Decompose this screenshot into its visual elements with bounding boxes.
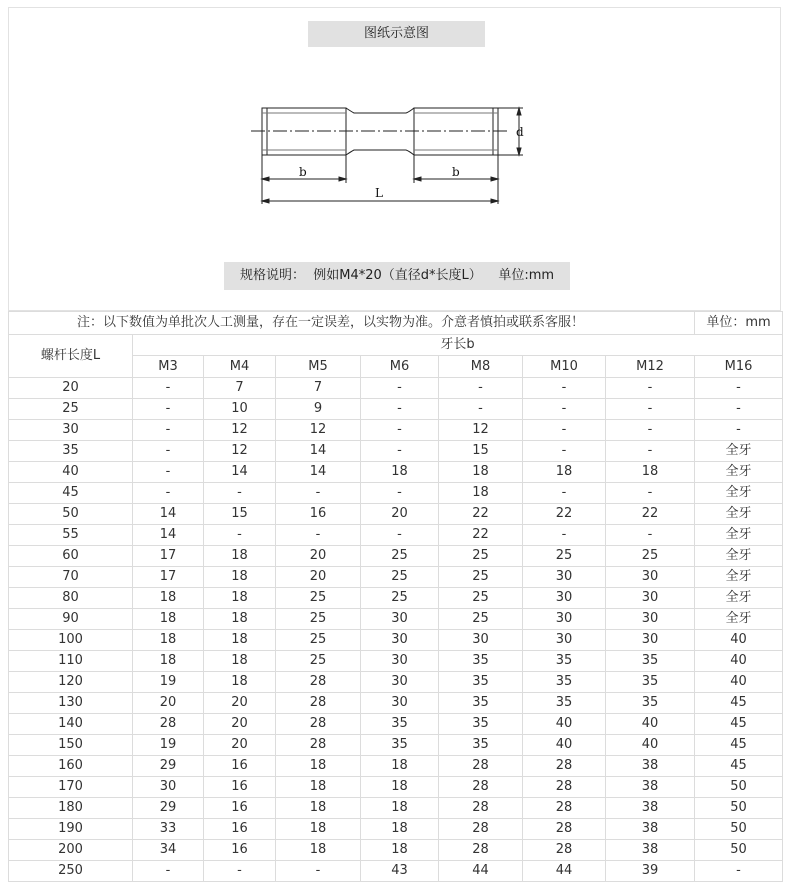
thread-length-cell: 44: [439, 861, 523, 882]
thread-length-cell: 28: [523, 777, 606, 798]
length-cell: 60: [9, 546, 133, 567]
thread-length-cell: -: [606, 399, 695, 420]
thread-length-cell: 10: [204, 399, 276, 420]
thread-length-cell: -: [204, 861, 276, 882]
thread-length-cell: 38: [606, 756, 695, 777]
thread-length-cell: 30: [361, 609, 439, 630]
thread-length-cell: -: [695, 399, 783, 420]
table-row: [9, 504, 783, 525]
header-row-group: [9, 335, 783, 356]
thread-length-cell: 30: [361, 651, 439, 672]
table-row: [9, 777, 783, 798]
thread-length-cell: 7: [276, 378, 361, 399]
thread-length-cell: 16: [204, 777, 276, 798]
thread-length-cell: 17: [133, 546, 204, 567]
thread-length-cell: 28: [133, 714, 204, 735]
thread-length-cell: 18: [276, 819, 361, 840]
thread-length-cell: 28: [523, 756, 606, 777]
column-header: M16: [695, 356, 783, 378]
dimension-b-right: [414, 155, 498, 204]
thread-length-cell: 44: [523, 861, 606, 882]
table-row: [9, 483, 783, 504]
thread-length-cell: 40: [695, 672, 783, 693]
thread-length-cell: -: [695, 861, 783, 882]
thread-length-cell: -: [523, 525, 606, 546]
thread-length-cell: 25: [361, 567, 439, 588]
thread-length-cell: 12: [204, 441, 276, 462]
thread-length-cell: 35: [439, 651, 523, 672]
thread-length-cell: 16: [276, 504, 361, 525]
thread-length-cell: 35: [439, 714, 523, 735]
length-cell: 190: [9, 819, 133, 840]
thread-length-cell: 25: [276, 609, 361, 630]
thread-length-cell: -: [695, 378, 783, 399]
thread-length-cell: -: [361, 525, 439, 546]
label-L: L: [375, 186, 383, 200]
thread-length-cell: 43: [361, 861, 439, 882]
thread-length-cell: 25: [361, 546, 439, 567]
thread-length-cell: 16: [204, 798, 276, 819]
thread-length-cell: 28: [439, 798, 523, 819]
thread-length-cell: 18: [361, 840, 439, 861]
thread-length-cell: -: [361, 399, 439, 420]
table-row: [9, 399, 783, 420]
table-row: [9, 630, 783, 651]
thread-length-cell: 19: [133, 735, 204, 756]
thread-length-cell: 20: [133, 693, 204, 714]
thread-length-cell: 12: [204, 420, 276, 441]
column-header: M5: [276, 356, 361, 378]
length-cell: 50: [9, 504, 133, 525]
thread-length-cell: 30: [361, 693, 439, 714]
thread-length-cell: 18: [204, 630, 276, 651]
thread-length-cell: -: [523, 378, 606, 399]
thread-length-cell: 25: [439, 609, 523, 630]
thread-length-cell: 35: [606, 672, 695, 693]
thread-length-cell: -: [523, 441, 606, 462]
thread-length-cell: 全牙: [695, 546, 783, 567]
thread-length-cell: 18: [361, 819, 439, 840]
spec-example: 例如M4*20（直径d*长度L）: [313, 268, 482, 283]
thread-length-cell: -: [276, 861, 361, 882]
thread-length-cell: -: [606, 378, 695, 399]
thread-length-cell: 全牙: [695, 483, 783, 504]
thread-length-cell: 18: [133, 609, 204, 630]
thread-length-cell: 28: [439, 756, 523, 777]
column-header: M3: [133, 356, 204, 378]
thread-length-cell: 全牙: [695, 609, 783, 630]
length-cell: 40: [9, 462, 133, 483]
thread-length-cell: -: [133, 861, 204, 882]
length-cell: 25: [9, 399, 133, 420]
length-cell: 120: [9, 672, 133, 693]
thread-length-cell: 35: [439, 693, 523, 714]
thread-length-cell: 7: [204, 378, 276, 399]
thread-length-cell: 14: [276, 441, 361, 462]
thread-length-cell: 20: [204, 735, 276, 756]
thread-length-cell: 22: [523, 504, 606, 525]
table-row: [9, 420, 783, 441]
thread-length-cell: 15: [204, 504, 276, 525]
drawing-panel: [8, 7, 781, 311]
thread-length-cell: -: [523, 420, 606, 441]
thread-length-cell: 28: [439, 777, 523, 798]
thread-length-cell: -: [606, 525, 695, 546]
thread-length-cell: 25: [439, 588, 523, 609]
thread-length-cell: 50: [695, 840, 783, 861]
table-row: [9, 840, 783, 861]
table-row: [9, 798, 783, 819]
thread-length-cell: 35: [439, 735, 523, 756]
thread-length-cell: 18: [276, 756, 361, 777]
thread-length-cell: -: [361, 420, 439, 441]
thread-length-cell: 29: [133, 798, 204, 819]
table-row: [9, 567, 783, 588]
thread-length-cell: -: [276, 483, 361, 504]
thread-length-cell: 38: [606, 777, 695, 798]
thread-length-cell: 35: [606, 693, 695, 714]
thread-length-cell: 18: [361, 756, 439, 777]
thread-length-cell: -: [439, 399, 523, 420]
thread-length-cell: 18: [133, 588, 204, 609]
length-cell: 55: [9, 525, 133, 546]
thread-length-cell: 39: [606, 861, 695, 882]
thread-length-cell: 25: [439, 546, 523, 567]
thread-length-cell: 22: [439, 504, 523, 525]
thread-length-cell: -: [133, 399, 204, 420]
thread-length-cell: 30: [523, 630, 606, 651]
column-header: M4: [204, 356, 276, 378]
thread-length-cell: 30: [606, 630, 695, 651]
thread-length-cell: 35: [523, 693, 606, 714]
spec-label: 规格说明：: [239, 268, 305, 283]
group-header: 牙长b: [133, 335, 783, 356]
thread-length-cell: 28: [523, 798, 606, 819]
table-row: [9, 861, 783, 882]
thread-length-cell: -: [133, 462, 204, 483]
table-unit: 单位：mm: [695, 312, 783, 335]
thread-length-cell: 17: [133, 567, 204, 588]
length-cell: 30: [9, 420, 133, 441]
thread-length-cell: 16: [204, 840, 276, 861]
thread-length-cell: 18: [204, 546, 276, 567]
thread-length-cell: 18: [204, 651, 276, 672]
thread-length-cell: -: [523, 399, 606, 420]
thread-length-cell: -: [606, 420, 695, 441]
thread-length-cell: -: [606, 483, 695, 504]
thread-length-cell: 20: [276, 546, 361, 567]
thread-length-cell: 50: [695, 798, 783, 819]
thread-length-cell: 40: [606, 714, 695, 735]
thread-length-cell: 34: [133, 840, 204, 861]
thread-length-cell: -: [695, 420, 783, 441]
length-cell: 110: [9, 651, 133, 672]
thread-length-cell: 20: [204, 714, 276, 735]
thread-length-cell: -: [361, 441, 439, 462]
thread-length-cell: -: [523, 483, 606, 504]
thread-length-cell: 30: [523, 567, 606, 588]
thread-length-cell: 全牙: [695, 462, 783, 483]
length-cell: 130: [9, 693, 133, 714]
thread-length-cell: 28: [523, 840, 606, 861]
thread-length-cell: -: [606, 441, 695, 462]
thread-length-cell: 40: [695, 630, 783, 651]
thread-length-cell: 16: [204, 819, 276, 840]
spec-box: [224, 262, 570, 290]
table-row: [9, 609, 783, 630]
thread-length-cell: 38: [606, 840, 695, 861]
thread-length-cell: 45: [695, 714, 783, 735]
thread-length-cell: 35: [361, 735, 439, 756]
thread-length-cell: 28: [523, 819, 606, 840]
length-cell: 45: [9, 483, 133, 504]
size-table: [8, 311, 783, 882]
thread-length-cell: 18: [361, 462, 439, 483]
thread-length-cell: -: [439, 378, 523, 399]
thread-length-cell: -: [276, 525, 361, 546]
table-row: [9, 756, 783, 777]
table-row: [9, 672, 783, 693]
thread-length-cell: 全牙: [695, 441, 783, 462]
length-cell: 90: [9, 609, 133, 630]
length-cell: 35: [9, 441, 133, 462]
thread-length-cell: 28: [276, 714, 361, 735]
thread-length-cell: 14: [276, 462, 361, 483]
thread-length-cell: -: [204, 483, 276, 504]
thread-length-cell: 33: [133, 819, 204, 840]
thread-length-cell: -: [133, 483, 204, 504]
thread-length-cell: 25: [361, 588, 439, 609]
thread-length-cell: 25: [523, 546, 606, 567]
table-row: [9, 588, 783, 609]
thread-length-cell: 18: [204, 588, 276, 609]
table-row: [9, 735, 783, 756]
note-row: [9, 312, 783, 335]
thread-length-cell: 20: [204, 693, 276, 714]
thread-length-cell: 40: [523, 714, 606, 735]
thread-length-cell: 22: [439, 525, 523, 546]
thread-length-cell: 30: [523, 609, 606, 630]
thread-length-cell: 全牙: [695, 588, 783, 609]
thread-length-cell: -: [133, 378, 204, 399]
thread-length-cell: 18: [361, 777, 439, 798]
thread-length-cell: 9: [276, 399, 361, 420]
label-b-right: b: [452, 165, 460, 179]
thread-length-cell: 14: [133, 525, 204, 546]
thread-length-cell: 25: [439, 567, 523, 588]
thread-length-cell: 全牙: [695, 567, 783, 588]
thread-length-cell: 45: [695, 756, 783, 777]
thread-length-cell: 30: [606, 588, 695, 609]
column-header: M12: [606, 356, 695, 378]
thread-length-cell: 45: [695, 693, 783, 714]
thread-length-cell: 12: [276, 420, 361, 441]
thread-length-cell: 16: [204, 756, 276, 777]
spec-unit: 单位:mm: [498, 268, 555, 283]
thread-length-cell: -: [133, 441, 204, 462]
thread-length-cell: 30: [606, 609, 695, 630]
thread-length-cell: 18: [439, 462, 523, 483]
thread-length-cell: 22: [606, 504, 695, 525]
table-row: [9, 714, 783, 735]
thread-length-cell: 50: [695, 819, 783, 840]
thread-length-cell: 18: [276, 840, 361, 861]
thread-length-cell: 30: [439, 630, 523, 651]
thread-length-cell: 45: [695, 735, 783, 756]
thread-length-cell: 35: [606, 651, 695, 672]
thread-length-cell: 40: [606, 735, 695, 756]
thread-length-cell: 25: [606, 546, 695, 567]
thread-length-cell: 全牙: [695, 525, 783, 546]
thread-length-cell: 12: [439, 420, 523, 441]
thread-length-cell: 20: [276, 567, 361, 588]
table-row: [9, 462, 783, 483]
thread-length-cell: 25: [276, 630, 361, 651]
table-note: 注：以下数值为单批次人工测量，存在一定误差，以实物为准。介意者慎拍或联系客服！: [9, 312, 695, 335]
column-header: M10: [523, 356, 606, 378]
thread-length-cell: 18: [133, 630, 204, 651]
table-row: [9, 525, 783, 546]
thread-length-cell: 30: [133, 777, 204, 798]
length-cell: 200: [9, 840, 133, 861]
drawing-title: 图纸示意图: [308, 21, 485, 47]
table-row: [9, 378, 783, 399]
thread-length-cell: -: [204, 525, 276, 546]
thread-length-cell: 18: [276, 777, 361, 798]
thread-length-cell: 30: [523, 588, 606, 609]
thread-length-cell: 40: [523, 735, 606, 756]
thread-length-cell: 28: [439, 819, 523, 840]
thread-length-cell: 30: [361, 672, 439, 693]
table-row: [9, 441, 783, 462]
thread-length-cell: 18: [204, 609, 276, 630]
column-header: M8: [439, 356, 523, 378]
thread-length-cell: 20: [361, 504, 439, 525]
thread-length-cell: 18: [523, 462, 606, 483]
thread-length-cell: 15: [439, 441, 523, 462]
length-cell: 140: [9, 714, 133, 735]
thread-length-cell: 25: [276, 651, 361, 672]
length-cell: 150: [9, 735, 133, 756]
label-b-left: b: [299, 165, 307, 179]
thread-length-cell: 14: [204, 462, 276, 483]
table-row: [9, 651, 783, 672]
thread-length-cell: 18: [606, 462, 695, 483]
thread-length-cell: -: [133, 420, 204, 441]
thread-length-cell: 38: [606, 819, 695, 840]
thread-length-cell: 28: [276, 693, 361, 714]
column-header: M6: [361, 356, 439, 378]
length-cell: 250: [9, 861, 133, 882]
thread-length-cell: 29: [133, 756, 204, 777]
length-cell: 20: [9, 378, 133, 399]
table-row: [9, 693, 783, 714]
length-cell: 160: [9, 756, 133, 777]
thread-length-cell: 18: [133, 651, 204, 672]
thread-length-cell: -: [361, 483, 439, 504]
table-row: [9, 546, 783, 567]
thread-length-cell: 18: [204, 567, 276, 588]
thread-length-cell: 18: [204, 672, 276, 693]
thread-length-cell: 28: [276, 672, 361, 693]
thread-length-cell: 18: [439, 483, 523, 504]
length-cell: 170: [9, 777, 133, 798]
length-cell: 80: [9, 588, 133, 609]
thread-length-cell: 28: [439, 840, 523, 861]
thread-length-cell: 25: [276, 588, 361, 609]
thread-length-cell: 35: [523, 651, 606, 672]
thread-length-cell: 28: [276, 735, 361, 756]
row-header: 螺杆长度L: [9, 335, 133, 378]
length-cell: 70: [9, 567, 133, 588]
thread-length-cell: 50: [695, 777, 783, 798]
length-cell: 180: [9, 798, 133, 819]
thread-length-cell: 全牙: [695, 504, 783, 525]
length-cell: 100: [9, 630, 133, 651]
thread-length-cell: 18: [276, 798, 361, 819]
thread-length-cell: 40: [695, 651, 783, 672]
thread-length-cell: 38: [606, 798, 695, 819]
thread-length-cell: 35: [361, 714, 439, 735]
label-d: d: [516, 125, 524, 139]
thread-length-cell: 30: [606, 567, 695, 588]
thread-length-cell: -: [361, 378, 439, 399]
table-row: [9, 819, 783, 840]
thread-length-cell: 14: [133, 504, 204, 525]
thread-length-cell: 35: [523, 672, 606, 693]
thread-length-cell: 30: [361, 630, 439, 651]
thread-length-cell: 35: [439, 672, 523, 693]
thread-length-cell: 18: [361, 798, 439, 819]
thread-length-cell: 19: [133, 672, 204, 693]
